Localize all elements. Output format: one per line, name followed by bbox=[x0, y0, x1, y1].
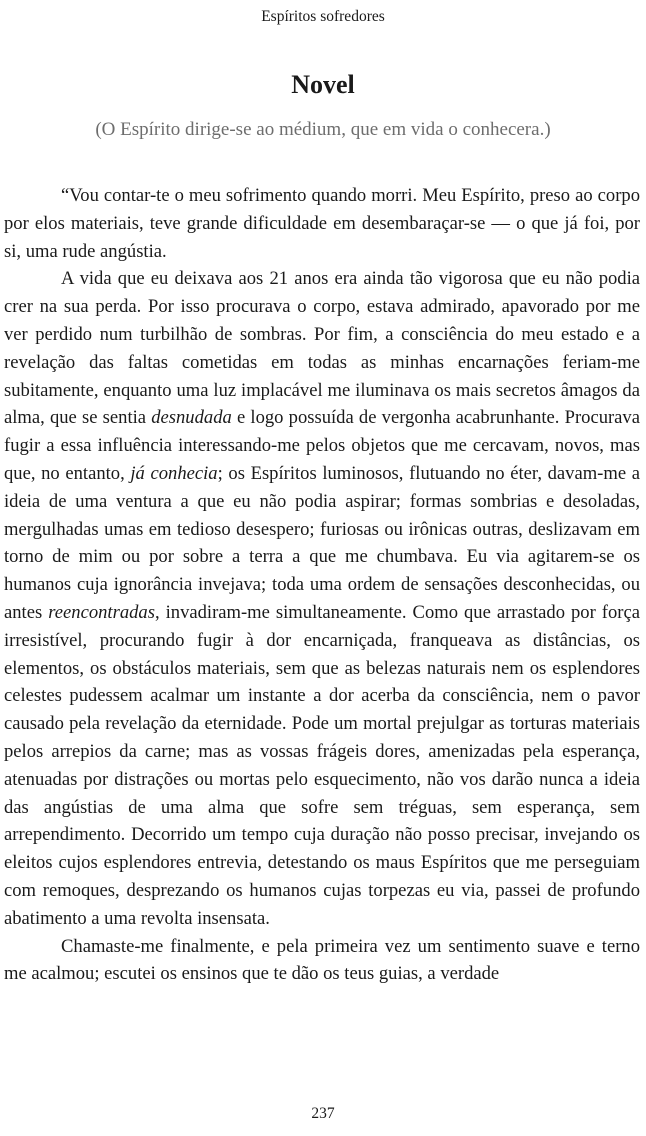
running-header: Espíritos sofredores bbox=[261, 8, 385, 25]
chapter-subtitle: (O Espírito dirige-se ao médium, que em vida o conhecera.) bbox=[95, 119, 551, 140]
page-number: 237 bbox=[311, 1105, 335, 1122]
italic-text-run: desnudada bbox=[151, 407, 232, 429]
body-text bbox=[4, 182, 640, 988]
paragraph bbox=[4, 933, 640, 989]
italic-text-run: reencontradas bbox=[48, 601, 155, 623]
text-run: e logo possuída de vergonha acabrunhante. Procurava fugir a essa influência interessando-me pelos objetos que me cercavam, novos, mas que, no entanto, bbox=[4, 407, 640, 484]
text-run: ; os Espíritos luminosos, flutuando no éter, davam-me a ideia de uma ventura a que eu não podia aspirar; formas sombrias e desoladas, mergulhadas umas em tedioso desespero; furiosas ou irônicas outras, deslizavam em torno de mim ou por sobre a terra a que me chumbava. Eu via agitarem-se os humanos cuja ignorância invejava; toda uma ordem de sensações desconhecidas, ou antes bbox=[4, 462, 640, 623]
italic-text-run: já conhecia bbox=[130, 462, 218, 484]
text-run: Chamaste-me finalmente, e pela primeira vez um sentimento suave e terno me acalmou; escutei os ensinos que te dão os teus guias, a verdade bbox=[4, 935, 640, 985]
chapter-title: Novel bbox=[291, 70, 355, 99]
paragraph bbox=[4, 182, 640, 265]
text-run: , invadiram-me simultaneamente. Como que arrastado por força irresistível, procurando fugir à dor encarniçada, franqueava as distâncias, os elementos, os obstáculos materiais, sem que as belezas naturais nem os esplendores celestes pudessem acalmar um instante a dor acerba da consciência, nem o pavor causado pela revelação da eternidade. Pode um mortal prejulgar as torturas materiais pelos arrepios da carne; mas as vossas frágeis dores, amenizadas pela esperança, atenuadas por distrações ou mortas pelo esquecimento, não vos darão nunca a ideia das angústias de uma alma que sofre sem tréguas, sem esperança, sem arrependimento. Decorrido um tempo cuja duração não posso precisar, invejando os eleitos cujos esplendores entrevia, detestando os maus Espíritos que me perseguiam com remoques, desprezando os humanos cujas torpezas eu via, passei de profundo abatimento a uma revolta insensata. bbox=[4, 601, 640, 929]
paragraph bbox=[4, 265, 640, 932]
text-run: “Vou contar-te o meu sofrimento quando morri. Meu Espírito, preso ao corpo por elos materiais, teve grande dificuldade em desembaraçar-se — o que já foi, por si, uma rude angústia. bbox=[4, 185, 640, 262]
text-run: A vida que eu deixava aos 21 anos era ainda tão vigorosa que eu não podia crer na sua perda. Por isso procurava o corpo, estava admirado, apavorado por me ver perdido num turbilhão de sombras. Por fim, a consciência do meu estado e a revelação das faltas cometidas em todas as minhas encarnações feriam-me subitamente, enquanto uma luz implacável me iluminava os mais secretos âmagos da alma, que se sentia bbox=[4, 268, 640, 429]
